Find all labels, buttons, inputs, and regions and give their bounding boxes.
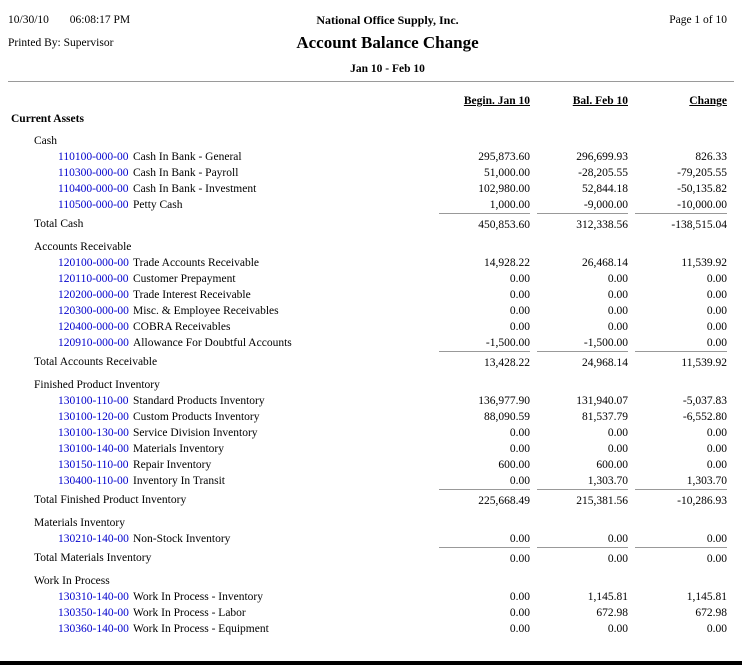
- account-code-link[interactable]: 120100-000-00: [58, 257, 129, 269]
- account-value-0: 0.00: [509, 591, 530, 603]
- account-row: [8, 271, 727, 287]
- group-label: Finished Product Inventory: [34, 379, 160, 391]
- account-name: Trade Interest Receivable: [133, 289, 251, 301]
- group-total-label: Total Finished Product Inventory: [34, 494, 187, 506]
- group-total-value-0: 0.00: [439, 547, 530, 567]
- account-row: [8, 181, 727, 197]
- print-time: 06:08:17 PM: [69, 14, 131, 26]
- group-total-value-1: 312,338.56: [537, 213, 628, 233]
- account-value-1: 1,303.70: [587, 475, 628, 487]
- account-row: [8, 457, 727, 473]
- account-name: Work In Process - Inventory: [133, 591, 264, 603]
- account-name: Repair Inventory: [133, 459, 212, 471]
- account-value-2: -79,205.55: [677, 167, 727, 179]
- account-value-0: 0.00: [509, 305, 530, 317]
- header-center: [198, 12, 577, 81]
- group-label: Materials Inventory: [34, 517, 126, 529]
- account-value-1: -9,000.00: [583, 199, 628, 211]
- account-name: Customer Prepayment: [133, 273, 236, 285]
- section-label: Current Assets: [11, 113, 84, 125]
- account-desc-cell: [8, 255, 432, 271]
- account-desc-cell: [8, 287, 432, 303]
- page-number: Page 1 of 10: [669, 14, 727, 26]
- account-name: Work In Process - Labor: [133, 607, 246, 619]
- group-label: Work In Process: [34, 575, 110, 587]
- account-value-0: 600.00: [498, 459, 530, 471]
- account-value-2: -6,552.80: [682, 411, 727, 423]
- print-date: 10/30/10: [8, 14, 49, 26]
- header-left: [8, 12, 198, 81]
- account-desc-cell: [8, 409, 432, 425]
- window-bottom-edge: [0, 661, 742, 665]
- account-value-2: 0.00: [706, 459, 727, 471]
- account-code-link[interactable]: 110400-000-00: [58, 183, 129, 195]
- account-desc-cell: [8, 589, 432, 605]
- account-desc-cell: [8, 425, 432, 441]
- group-total-label: Total Materials Inventory: [34, 552, 152, 564]
- column-headers: [8, 93, 727, 109]
- account-value-1: 600.00: [596, 459, 628, 471]
- account-value-2: -50,135.82: [677, 183, 727, 195]
- account-code-link[interactable]: 120910-000-00: [58, 337, 129, 349]
- account-value-2: 826.33: [695, 151, 727, 163]
- group-total-value-1: 215,381.56: [537, 489, 628, 509]
- account-value-0: 0.00: [509, 623, 530, 635]
- account-value-1: 26,468.14: [582, 257, 628, 269]
- report-title: Account Balance Change: [296, 33, 479, 52]
- account-name: Misc. & Employee Receivables: [133, 305, 279, 317]
- account-desc-cell: [8, 441, 432, 457]
- account-value-1: 0.00: [607, 321, 628, 333]
- account-desc-cell: [8, 605, 432, 621]
- group-total-value-0: 13,428.22: [439, 351, 530, 371]
- printed-by: Printed By: Supervisor: [8, 37, 114, 49]
- account-value-2: 0.00: [706, 623, 727, 635]
- account-code-link[interactable]: 120300-000-00: [58, 305, 129, 317]
- account-desc-cell: [8, 473, 432, 489]
- company-name: National Office Supply, Inc.: [316, 13, 459, 27]
- account-desc-cell: [8, 621, 432, 637]
- group-total-label: Total Cash: [34, 218, 84, 230]
- group-total-value-0: 450,853.60: [439, 213, 530, 233]
- account-value-0: 0.00: [509, 321, 530, 333]
- column-header-end: Bal. Feb 10: [572, 95, 628, 107]
- account-name: Non-Stock Inventory: [133, 533, 231, 545]
- account-value-1: 0.00: [607, 289, 628, 301]
- account-value-1: 52,844.18: [582, 183, 628, 195]
- account-row: [8, 605, 727, 621]
- account-name: Cash In Bank - General: [133, 151, 242, 163]
- account-value-2: -5,037.83: [682, 395, 727, 407]
- account-row: [8, 621, 727, 637]
- account-row: [8, 441, 727, 457]
- account-value-1: 0.00: [607, 623, 628, 635]
- account-code-link[interactable]: 110300-000-00: [58, 167, 129, 179]
- account-code-link[interactable]: 130150-110-00: [58, 459, 129, 471]
- account-value-1: 0.00: [607, 443, 628, 455]
- account-code-link[interactable]: 130310-140-00: [58, 591, 129, 603]
- account-name: Cash In Bank - Payroll: [133, 167, 239, 179]
- account-code-link[interactable]: 120110-000-00: [58, 273, 129, 285]
- account-row: [8, 165, 727, 181]
- account-row: [8, 149, 727, 165]
- account-value-1: 131,940.07: [576, 395, 628, 407]
- table-rows: [8, 111, 727, 637]
- account-value-0: 14,928.22: [484, 257, 530, 269]
- account-value-1: -1,500.00: [583, 337, 628, 349]
- group-total-value-1: 0.00: [537, 547, 628, 567]
- account-value-2: 1,145.81: [686, 591, 727, 603]
- group-total-label: Total Accounts Receivable: [34, 356, 158, 368]
- group-total-value-2: -10,286.93: [635, 489, 727, 509]
- account-value-2: 1,303.70: [686, 475, 727, 487]
- account-desc-cell: [8, 165, 432, 181]
- account-value-2: 11,539.92: [681, 257, 727, 269]
- group-total-value-1: 24,968.14: [537, 351, 628, 371]
- account-name: Standard Products Inventory: [133, 395, 265, 407]
- account-desc-cell: [8, 197, 432, 213]
- account-name: COBRA Receivables: [133, 321, 231, 333]
- account-value-1: 0.00: [607, 305, 628, 317]
- account-name: Trade Accounts Receivable: [133, 257, 260, 269]
- account-desc-cell: [8, 149, 432, 165]
- account-code-link[interactable]: 120400-000-00: [58, 321, 129, 333]
- account-value-2: 0.00: [706, 533, 727, 545]
- account-desc-cell: [8, 457, 432, 473]
- account-row: [8, 287, 727, 303]
- account-value-0: 88,090.59: [484, 411, 530, 423]
- account-name: Custom Products Inventory: [133, 411, 260, 423]
- account-row: [8, 303, 727, 319]
- account-desc-cell: [8, 303, 432, 319]
- group-total-value-2: 11,539.92: [635, 351, 727, 371]
- account-code-link[interactable]: 130100-120-00: [58, 411, 129, 423]
- account-value-2: 0.00: [706, 321, 727, 333]
- account-row: [8, 425, 727, 441]
- account-value-0: -1,500.00: [485, 337, 530, 349]
- account-value-2: 0.00: [706, 443, 727, 455]
- account-name: Service Division Inventory: [133, 427, 258, 439]
- account-name: Allowance For Doubtful Accounts: [133, 337, 292, 349]
- account-value-1: 0.00: [607, 533, 628, 545]
- account-value-2: 0.00: [706, 337, 727, 349]
- report-period: Jan 10 - Feb 10: [350, 63, 425, 75]
- account-value-0: 51,000.00: [484, 167, 530, 179]
- account-value-2: -10,000.00: [677, 199, 727, 211]
- account-row: [8, 473, 727, 489]
- column-header-spacer: [8, 93, 432, 109]
- account-value-1: 672.98: [596, 607, 628, 619]
- account-value-2: 672.98: [695, 607, 727, 619]
- account-value-0: 0.00: [509, 289, 530, 301]
- account-desc-cell: [8, 319, 432, 335]
- account-row: [8, 197, 727, 213]
- account-value-0: 0.00: [509, 443, 530, 455]
- account-name: Inventory In Transit: [133, 475, 225, 487]
- account-name: Petty Cash: [133, 199, 183, 211]
- account-value-1: 1,145.81: [587, 591, 628, 603]
- account-name: Work In Process - Equipment: [133, 623, 269, 635]
- account-value-1: -28,205.55: [578, 167, 628, 179]
- account-row: [8, 531, 727, 547]
- column-header-begin: Begin. Jan 10: [463, 95, 530, 107]
- account-desc-cell: [8, 393, 432, 409]
- account-desc-cell: [8, 181, 432, 197]
- account-value-0: 136,977.90: [478, 395, 530, 407]
- account-code-link[interactable]: 110100-000-00: [58, 151, 129, 163]
- group-label: Accounts Receivable: [34, 241, 132, 253]
- account-value-0: 0.00: [509, 273, 530, 285]
- account-value-0: 0.00: [509, 475, 530, 487]
- account-row: [8, 255, 727, 271]
- report-header: [0, 0, 742, 81]
- account-desc-cell: [8, 335, 432, 351]
- account-value-2: 0.00: [706, 273, 727, 285]
- account-value-1: 296,699.93: [576, 151, 628, 163]
- group-total-row: [8, 489, 727, 509]
- account-code-link[interactable]: 120200-000-00: [58, 289, 129, 301]
- group-total-row: [8, 351, 727, 371]
- account-value-1: 0.00: [607, 273, 628, 285]
- account-desc-cell: [8, 271, 432, 287]
- account-name: Materials Inventory: [133, 443, 225, 455]
- account-code-link[interactable]: 130100-140-00: [58, 443, 129, 455]
- account-code-link[interactable]: 130360-140-00: [58, 623, 129, 635]
- print-date-time: [8, 12, 198, 28]
- account-name: Cash In Bank - Investment: [133, 183, 257, 195]
- account-desc-cell: [8, 531, 432, 547]
- account-value-1: 81,537.79: [582, 411, 628, 423]
- account-code-link[interactable]: 130100-130-00: [58, 427, 129, 439]
- account-value-0: 0.00: [509, 607, 530, 619]
- group-total-value-0: 225,668.49: [439, 489, 530, 509]
- account-code-link[interactable]: 130100-110-00: [58, 395, 129, 407]
- account-row: [8, 589, 727, 605]
- account-code-link[interactable]: 110500-000-00: [58, 199, 129, 211]
- account-row: [8, 393, 727, 409]
- header-right: [577, 12, 727, 81]
- account-value-0: 102,980.00: [478, 183, 530, 195]
- group-total-value-2: -138,515.04: [635, 213, 727, 233]
- group-label: Cash: [34, 135, 57, 147]
- account-value-0: 295,873.60: [478, 151, 530, 163]
- group-total-value-2: 0.00: [635, 547, 727, 567]
- account-code-link[interactable]: 130400-110-00: [58, 475, 129, 487]
- column-header-change: Change: [689, 95, 727, 107]
- account-value-2: 0.00: [706, 289, 727, 301]
- account-value-1: 0.00: [607, 427, 628, 439]
- account-value-0: 0.00: [509, 533, 530, 545]
- group-total-row: [8, 213, 727, 233]
- account-value-0: 0.00: [509, 427, 530, 439]
- group-total-row: [8, 547, 727, 567]
- report-body: [0, 82, 742, 637]
- account-code-link[interactable]: 130350-140-00: [58, 607, 129, 619]
- account-value-2: 0.00: [706, 305, 727, 317]
- account-row: [8, 335, 727, 351]
- account-value-0: 1,000.00: [489, 199, 530, 211]
- account-row: [8, 409, 727, 425]
- account-value-2: 0.00: [706, 427, 727, 439]
- account-code-link[interactable]: 130210-140-00: [58, 533, 129, 545]
- account-row: [8, 319, 727, 335]
